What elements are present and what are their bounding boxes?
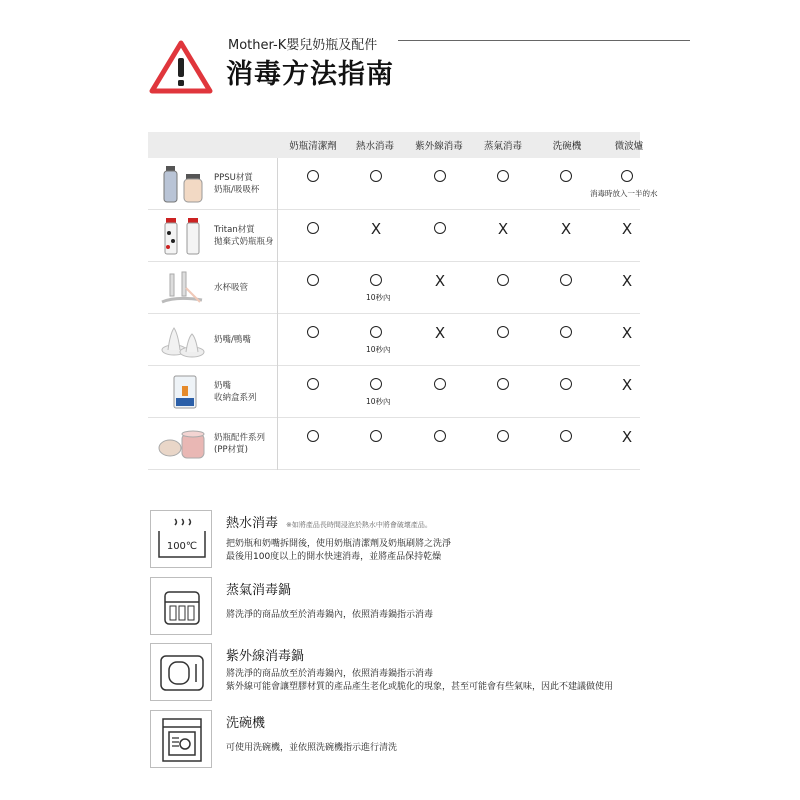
table-cell xyxy=(471,418,535,470)
cell-note: 10秒內 xyxy=(366,345,391,354)
circle-mark xyxy=(370,170,382,182)
method-note: ※如將產品長時間浸泡於熱水中將會破壞產品。 xyxy=(286,521,432,529)
brand-name: Mother-K嬰兒奶瓶及配件 xyxy=(228,38,378,53)
method-desc: 紫外線可能會讓塑膠材質的產品產生老化或脆化的現象，甚至可能會有些氣味，因此不建議做使用 xyxy=(226,682,614,692)
table-cell xyxy=(408,366,472,418)
mark: X xyxy=(621,272,633,290)
mark: X xyxy=(621,220,633,238)
mark xyxy=(534,378,598,394)
circle-mark xyxy=(497,378,509,390)
column-header: 蒸氣消毒 xyxy=(483,141,522,152)
table-cell xyxy=(344,262,408,314)
row-label-line2: 拋棄式奶瓶瓶身 xyxy=(214,237,274,247)
circle-mark xyxy=(560,378,572,390)
table-cell xyxy=(534,262,598,314)
table-cell xyxy=(281,262,345,314)
mark xyxy=(281,378,345,394)
circle-mark xyxy=(307,326,319,338)
method-desc: 最後用100度以上的開水快速消毒，並將產品保持乾燥 xyxy=(226,552,442,562)
nipple-icon xyxy=(156,320,208,360)
method-uv xyxy=(150,643,710,703)
table-cell xyxy=(344,418,408,470)
table-row xyxy=(148,314,640,366)
mark: X xyxy=(434,324,446,342)
mark xyxy=(408,430,472,446)
column-header: 洗碗機 xyxy=(552,141,582,152)
row-label xyxy=(148,210,278,262)
table-cell xyxy=(408,262,472,314)
circle-mark xyxy=(621,170,633,182)
method-desc: 將洗淨的商品放至於消毒鍋內，依照消毒鍋指示消毒 xyxy=(226,669,434,679)
column-header: 紫外線消毒 xyxy=(415,141,463,152)
circle-mark xyxy=(370,326,382,338)
mark xyxy=(281,222,345,238)
row-label xyxy=(148,158,278,210)
mark: X xyxy=(560,220,572,238)
row-label-line1: 奶嘴/鴨嘴 xyxy=(214,335,251,345)
method-title: 蒸氣消毒鍋 xyxy=(226,583,292,598)
mark xyxy=(471,274,535,290)
mark xyxy=(534,274,598,290)
mark: X xyxy=(621,324,633,342)
sterilization-table xyxy=(148,132,658,470)
mark xyxy=(471,170,535,186)
circle-mark xyxy=(434,222,446,234)
row-label xyxy=(148,314,278,366)
table-cell xyxy=(595,210,659,262)
method-title: 洗碗機 xyxy=(226,716,266,731)
method-desc: 可使用洗碗機，並依照洗碗機指示進行清洗 xyxy=(226,743,398,753)
mark: X xyxy=(621,376,633,394)
mark xyxy=(471,326,535,342)
circle-mark xyxy=(370,378,382,390)
disposable-bottle-icon xyxy=(156,216,208,256)
circle-mark xyxy=(370,430,382,442)
mark xyxy=(281,170,345,186)
circle-mark xyxy=(560,430,572,442)
mark xyxy=(408,378,472,394)
mark: X xyxy=(434,272,446,290)
circle-mark xyxy=(370,274,382,286)
table-cell xyxy=(408,210,472,262)
row-label-line1: Tritan材質 xyxy=(214,225,255,235)
method-desc: 把奶瓶和奶嘴拆開後，使用奶瓶清潔劑及奶瓶刷將之洗淨 xyxy=(226,539,452,549)
table-cell xyxy=(281,314,345,366)
table-header xyxy=(148,132,644,158)
method-dishwasher xyxy=(150,710,710,770)
row-label-line1: 奶嘴 xyxy=(214,381,232,391)
mark: X xyxy=(497,220,509,238)
mark xyxy=(281,326,345,342)
table-cell xyxy=(408,158,472,210)
table-cell xyxy=(408,418,472,470)
table-cell xyxy=(595,158,659,210)
hot-water-icon-text: 100℃ xyxy=(166,541,198,552)
table-cell xyxy=(534,366,598,418)
row-label-line2: (PP材質) xyxy=(214,445,248,455)
circle-mark xyxy=(560,326,572,338)
mark xyxy=(344,430,408,446)
circle-mark xyxy=(560,274,572,286)
table-cell xyxy=(344,210,408,262)
circle-mark xyxy=(307,274,319,286)
row-label-line1: PPSU材質 xyxy=(214,173,253,183)
mark xyxy=(344,326,408,342)
table-cell xyxy=(534,418,598,470)
circle-mark xyxy=(497,326,509,338)
table-cell xyxy=(595,262,659,314)
method-steam xyxy=(150,577,710,637)
mark xyxy=(408,222,472,238)
method-title: 熱水消毒 ※如將產品長時間浸泡於熱水中將會破壞產品。 xyxy=(226,516,432,531)
column-header: 奶瓶清潔劑 xyxy=(289,141,337,152)
cell-note: 10秒內 xyxy=(366,293,391,302)
divider xyxy=(398,40,690,41)
mark xyxy=(408,170,472,186)
mark xyxy=(344,170,408,186)
straw-icon xyxy=(156,268,208,308)
table-cell xyxy=(471,262,535,314)
row-label-line1: 奶瓶配件系列 xyxy=(214,433,266,443)
circle-mark xyxy=(307,430,319,442)
table-cell xyxy=(344,158,408,210)
method-desc: 將洗淨的商品放至於消毒鍋內，依照消毒鍋指示消毒 xyxy=(226,610,434,620)
mark xyxy=(534,326,598,342)
table-cell xyxy=(534,210,598,262)
table-cell xyxy=(471,314,535,366)
table-cell xyxy=(595,366,659,418)
circle-mark xyxy=(307,222,319,234)
mark: X xyxy=(621,428,633,446)
mark xyxy=(534,430,598,446)
mark xyxy=(281,430,345,446)
circle-mark xyxy=(434,170,446,182)
table-row xyxy=(148,262,640,314)
circle-mark xyxy=(307,170,319,182)
circle-mark xyxy=(497,430,509,442)
row-label xyxy=(148,366,278,418)
method-title: 紫外線消毒鍋 xyxy=(226,649,305,664)
table-cell xyxy=(344,366,408,418)
table-row xyxy=(148,158,658,210)
dishwasher-icon xyxy=(150,710,212,768)
table-row xyxy=(148,366,640,418)
table-row xyxy=(148,210,640,262)
table-cell xyxy=(344,314,408,366)
page-title: 消毒方法指南 xyxy=(226,59,394,90)
mark: X xyxy=(370,220,382,238)
column-header: 熱水消毒 xyxy=(355,141,394,152)
row-label-line2: 奶瓶/吸吸杯 xyxy=(214,185,260,195)
circle-mark xyxy=(434,378,446,390)
mark xyxy=(281,274,345,290)
cell-note: 10秒內 xyxy=(366,397,391,406)
mark xyxy=(534,170,598,186)
cell-note: 消毒時放入一半的水 xyxy=(590,189,658,198)
column-header: 微波爐 xyxy=(614,141,644,152)
table-row xyxy=(148,418,640,470)
row-label-line1: 水杯吸管 xyxy=(214,283,249,293)
table-cell xyxy=(534,314,598,366)
table-cell xyxy=(281,210,345,262)
row-label-line2: 收納盒系列 xyxy=(214,393,257,403)
hot-water-icon xyxy=(150,510,212,568)
table-cell xyxy=(534,158,598,210)
table-cell xyxy=(281,366,345,418)
mark xyxy=(344,274,408,290)
table-cell xyxy=(471,210,535,262)
table-cell xyxy=(595,418,659,470)
table-cell xyxy=(471,158,535,210)
uv-sterilizer-icon xyxy=(150,643,212,701)
method-hot-water xyxy=(150,510,710,570)
storage-box-icon xyxy=(156,372,208,412)
row-label xyxy=(148,418,278,470)
circle-mark xyxy=(434,430,446,442)
bottle-icon xyxy=(156,164,208,204)
mark xyxy=(471,430,535,446)
table-cell xyxy=(471,366,535,418)
circle-mark xyxy=(497,170,509,182)
table-cell xyxy=(595,314,659,366)
mark xyxy=(344,378,408,394)
circle-mark xyxy=(307,378,319,390)
circle-mark xyxy=(560,170,572,182)
table-cell xyxy=(408,314,472,366)
row-label xyxy=(148,262,278,314)
header xyxy=(148,30,708,100)
table-cell xyxy=(281,418,345,470)
mark xyxy=(471,378,535,394)
warning-triangle-icon xyxy=(148,38,214,96)
table-cell xyxy=(281,158,345,210)
accessories-icon xyxy=(156,424,208,464)
mark xyxy=(595,170,659,186)
steam-sterilizer-icon xyxy=(150,577,212,635)
circle-mark xyxy=(497,274,509,286)
